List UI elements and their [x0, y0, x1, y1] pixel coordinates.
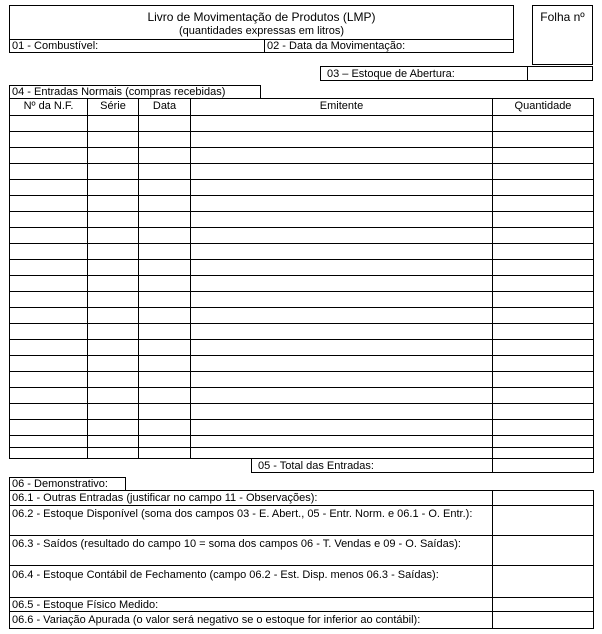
data-movimentacao-label: 02 - Data da Movimentação:	[267, 40, 406, 52]
table-row-line	[10, 387, 593, 388]
demonstrativo-row-06-1[interactable]	[9, 490, 493, 506]
col-header-serie: Série	[100, 100, 126, 112]
demonstrativo-section-label-box	[9, 477, 126, 491]
col-sep	[492, 98, 493, 459]
combustivel-label: 01 - Combustível:	[12, 40, 99, 52]
demonstrativo-label-06-5: 06.5 - Estoque Físico Medido:	[12, 599, 159, 611]
form-subtitle: (quantidades expressas em litros)	[178, 25, 345, 37]
col-sep	[138, 98, 139, 459]
table-row-line	[10, 227, 593, 228]
total-entradas-field[interactable]	[251, 458, 493, 473]
table-row-line	[10, 323, 593, 324]
demonstrativo-value-06-1[interactable]	[492, 490, 594, 506]
table-row-line	[10, 195, 593, 196]
demonstrativo-row-06-3[interactable]	[9, 535, 493, 566]
table-row-line	[10, 179, 593, 180]
col-header-data: Data	[152, 100, 177, 112]
demonstrativo-label-06-1: 06.1 - Outras Entradas (justificar no campo 11 - Observações):	[12, 492, 318, 504]
entradas-table-frame	[9, 98, 594, 459]
table-row-line	[10, 307, 593, 308]
table-row-line	[10, 115, 593, 116]
table-row-line	[10, 355, 593, 356]
col-sep	[87, 98, 88, 459]
demonstrativo-row-06-2[interactable]	[9, 505, 493, 536]
table-row-line	[10, 243, 593, 244]
col-sep	[190, 98, 191, 459]
demonstrativo-section-label: 06 - Demonstrativo:	[12, 478, 108, 490]
entradas-section-label: 04 - Entradas Normais (compras recebidas)	[12, 86, 226, 98]
table-row-line	[10, 163, 593, 164]
demonstrativo-row-06-5[interactable]	[9, 597, 493, 612]
demonstrativo-value-06-5[interactable]	[492, 597, 594, 612]
total-entradas-label: 05 - Total das Entradas:	[258, 460, 374, 472]
demonstrativo-value-06-4[interactable]	[492, 565, 594, 598]
demonstrativo-value-06-2[interactable]	[492, 505, 594, 536]
demonstrativo-label-06-4: 06.4 - Estoque Contábil de Fechamento (campo 06.2 - Est. Disp. menos 06.3 - Saídas):	[12, 569, 439, 581]
table-row-line	[10, 211, 593, 212]
demonstrativo-label-06-6: 06.6 - Variação Apurada (o valor será negativo se o estoque for inferior ao contábil):	[12, 614, 421, 626]
table-row-line	[10, 275, 593, 276]
col-header-emitente: Emitente	[319, 100, 364, 112]
form-title: Livro de Movimentação de Produtos (LMP)	[147, 10, 376, 24]
table-row-line	[10, 419, 593, 420]
demonstrativo-label-06-2: 06.2 - Estoque Disponível (soma dos campos 03 - E. Abert., 05 - Entr. Norm. e 06.1 - O. Entr.):	[12, 508, 473, 520]
table-row-line	[10, 147, 593, 148]
demonstrativo-label-06-3: 06.3 - Saídos (resultado do campo 10 = soma dos campos 06 - T. Vendas e 09 - O. Saídas):	[12, 538, 461, 550]
table-row-line	[10, 447, 593, 448]
table-row-line	[10, 131, 593, 132]
folha-label: Folha nº	[540, 10, 585, 24]
col-header-quantidade: Quantidade	[514, 100, 572, 112]
table-row-line	[10, 403, 593, 404]
table-row-line	[10, 291, 593, 292]
table-row-line	[10, 371, 593, 372]
estoque-abertura-label: 03 – Estoque de Abertura:	[327, 68, 455, 80]
table-row-line	[10, 339, 593, 340]
total-entradas-value[interactable]	[492, 458, 594, 473]
col-header-nf: Nº da N.F.	[23, 100, 74, 112]
table-row-line	[10, 435, 593, 436]
table-row-line	[10, 259, 593, 260]
demonstrativo-row-06-4[interactable]	[9, 565, 493, 598]
demonstrativo-value-06-6[interactable]	[492, 611, 594, 629]
demonstrativo-row-06-6[interactable]	[9, 611, 493, 629]
demonstrativo-value-06-3[interactable]	[492, 535, 594, 566]
